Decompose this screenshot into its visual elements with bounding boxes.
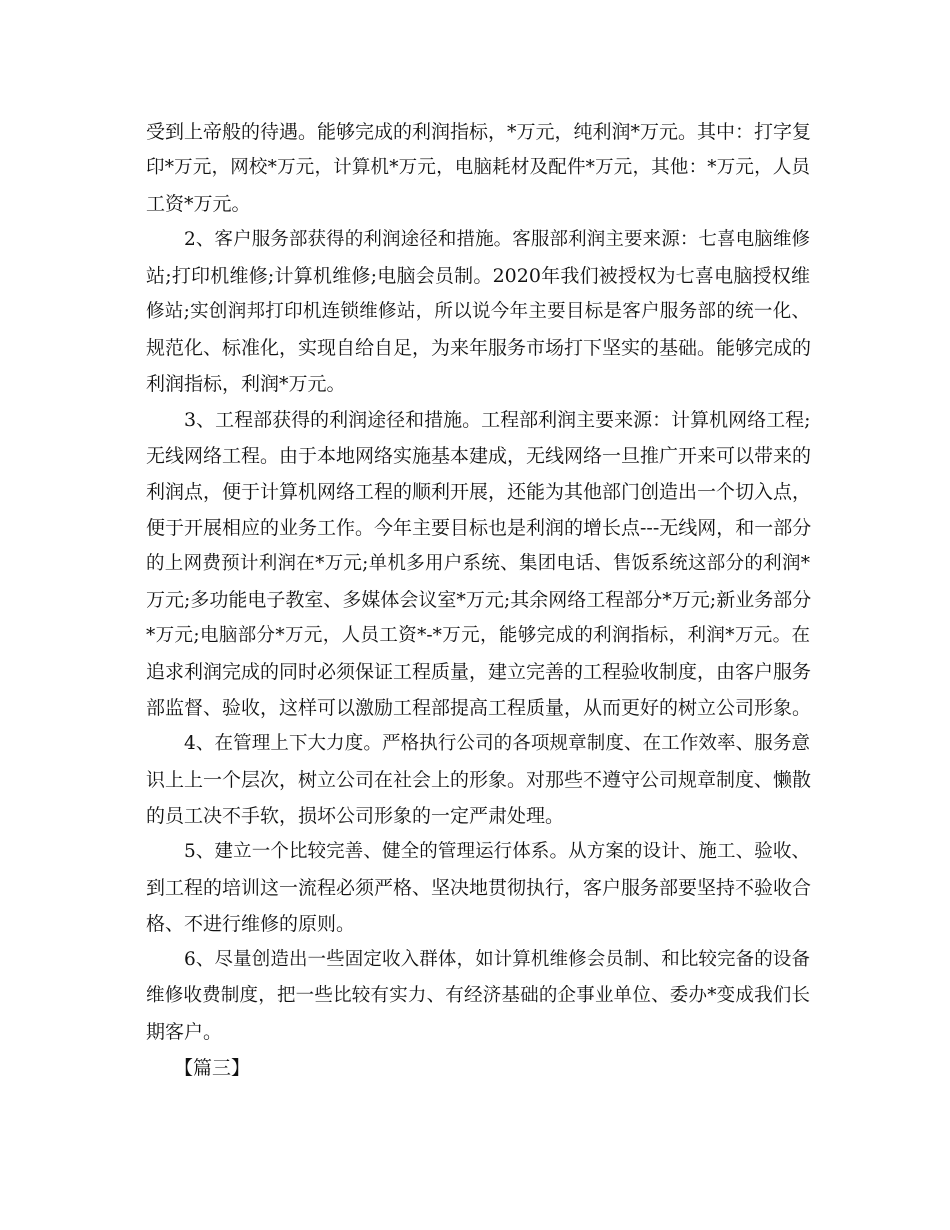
text-line: 修站;实创润邦打印机连锁维修站，所以说今年主要目标是客户服务部的统一化、	[146, 301, 810, 322]
text-line: 印*万元，网校*万元，计算机*万元，电脑耗材及配件*万元，其他：*万元，人员	[146, 157, 810, 178]
section-heading: 【篇三】	[174, 1057, 251, 1079]
text-line: 利润点，便于计算机网络工程的顺利开展，还能为其他部门创造出一个切入点，	[146, 481, 812, 503]
paragraph-2	[146, 222, 810, 402]
text-line: 规范化、标准化，实现自给自足，为来年服务市场打下坚实的基础。能够完成的	[146, 337, 812, 359]
text-line: 便于开展相应的业务工作。今年主要目标也是利润的增长点---无线网，和一部分	[146, 517, 812, 539]
text-line: 站;打印机维修;计算机维修;电脑会员制。2020年我们被授权为七喜电脑授权维	[146, 265, 810, 287]
text-line: 识上上一个层次，树立公司在社会上的形象。对那些不遵守公司规章制度、懒散	[146, 769, 812, 791]
text-line: 追求利润完成的同时必须保证工程质量，建立完善的工程验收制度，由客户服务	[146, 661, 812, 683]
text-line: 受到上帝般的待遇。能够完成的利润指标，*万元，纯利润*万元。其中：打字复	[146, 121, 812, 143]
text-line: 万元;多功能电子教室、多媒体会议室*万元;其余网络工程部分*万元;新业务部分	[146, 589, 812, 611]
text-line: 6、尽量创造出一些固定收入群体，如计算机维修会员制、和比较完备的设备	[184, 949, 810, 970]
text-line: 工资*万元。	[146, 193, 251, 215]
document-body	[146, 114, 810, 1086]
text-line: 的上网费预计利润在*万元;单机多用户系统、集团电话、售饭系统这部分的利润*	[146, 553, 810, 574]
text-line: 2、客户服务部获得的利润途径和措施。客服部利润主要来源：七喜电脑维修	[184, 229, 810, 250]
text-line: 5、建立一个比较完善、健全的管理运行体系。从方案的设计、施工、验收、	[184, 841, 810, 862]
text-line: 部监督、验收，这样可以激励工程部提高工程质量，从而更好的树立公司形象。	[146, 697, 812, 719]
text-line: 格、不进行维修的原则。	[146, 913, 356, 935]
text-line: 到工程的培训这一流程必须严格、坚决地贯彻执行，客户服务部要坚持不验收合	[146, 877, 812, 899]
paragraph-3	[146, 402, 810, 726]
text-line: 期客户。	[146, 1021, 223, 1043]
paragraph-1	[146, 114, 810, 222]
text-line: 无线网络工程。由于本地网络实施基本建成，无线网络一旦推广开来可以带来的	[146, 445, 812, 467]
text-line: *万元;电脑部分*万元，人员工资*-*万元，能够完成的利润指标，利润*万元。在	[146, 625, 810, 646]
text-line: 4、在管理上下大力度。严格执行公司的各项规章制度、在工作效率、服务意	[184, 733, 810, 754]
paragraph-4	[146, 726, 810, 834]
text-line: 的员工决不手软，损坏公司形象的一定严肃处理。	[146, 805, 565, 827]
text-line: 3、工程部获得的利润途径和措施。工程部利润主要来源：计算机网络工程;	[184, 409, 811, 431]
paragraph-6	[146, 942, 810, 1050]
paragraph-5	[146, 834, 810, 942]
text-line: 利润指标，利润*万元。	[146, 373, 346, 395]
text-line: 维修收费制度，把一些比较有实力、有经济基础的企事业单位、委办*变成我们长	[146, 985, 810, 1006]
